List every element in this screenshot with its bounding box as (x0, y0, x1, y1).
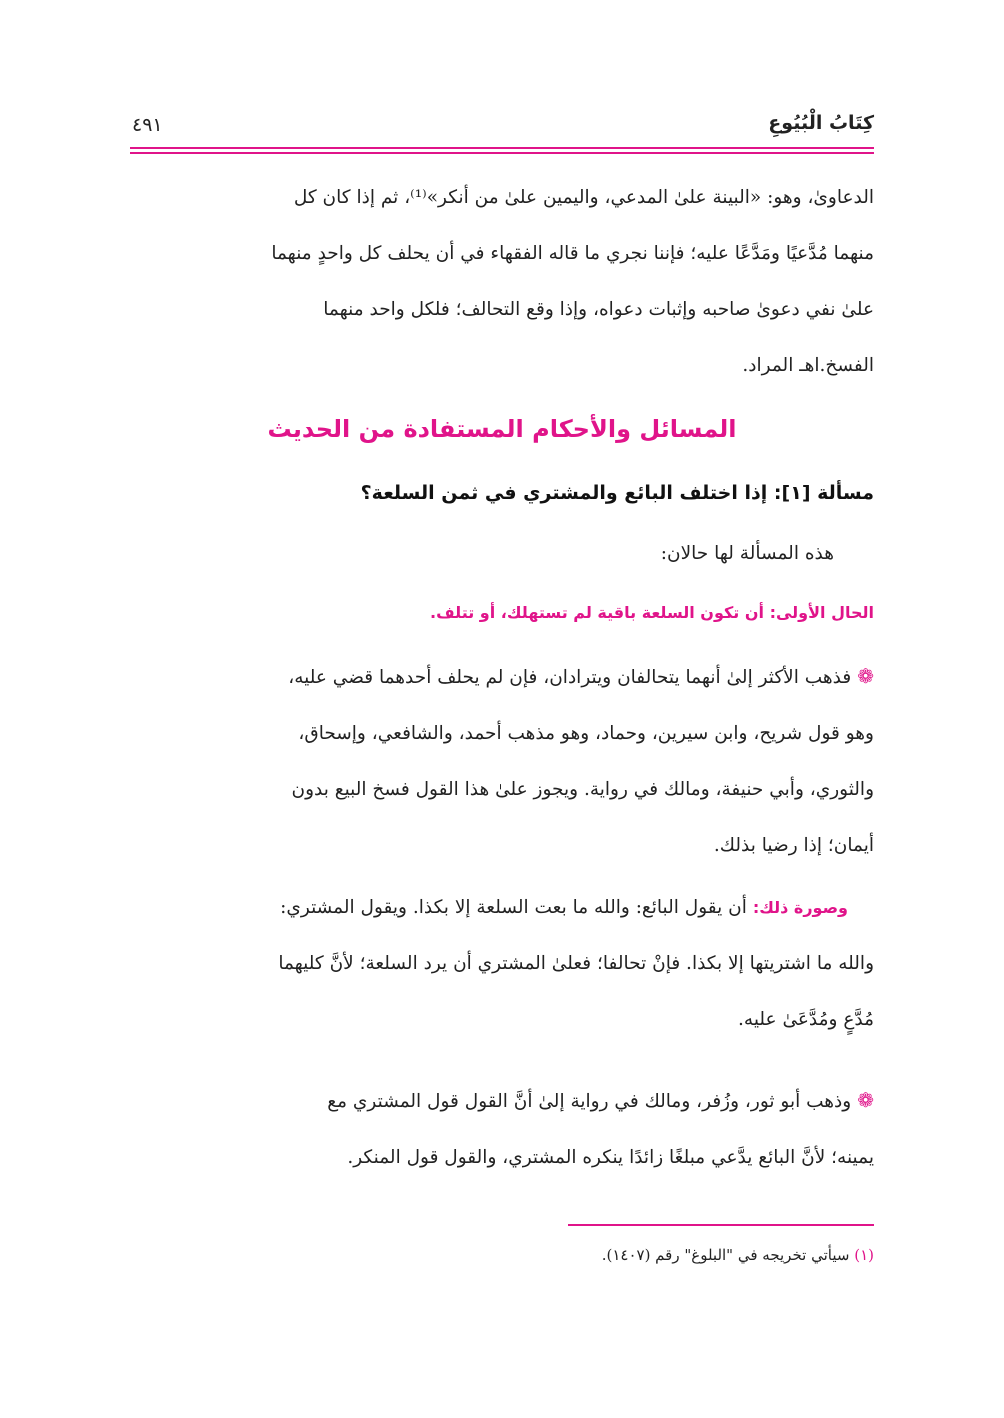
paragraph-2-line: وهو قول شريح، وابن سيرين، وحماد، وهو مذهب أحمد، والشافعي، وإسحاق، (298, 723, 874, 744)
paragraph-4-line-text: وذهب أبو ثور، وزُفر، ومالك في رواية إلىٰ أنَّ القول قول المشتري مع (327, 1091, 852, 1112)
paragraph-3-line-text: أن يقول البائع: والله ما بعت السلعة إلا بكذا. ويقول المشتري: (280, 897, 747, 918)
flower-ornament-icon: ❁ (857, 664, 874, 688)
question-title (130, 482, 874, 504)
question-text: إذا اختلف البائع والمشتري في ثمن السلعة؟ (360, 482, 768, 504)
header-rule-thin (130, 152, 874, 154)
paragraph-4-line: يمينه؛ لأنَّ البائع يدَّعي مبلغًا زائدًا ينكره المشتري، والقول قول المنكر. (347, 1147, 874, 1168)
paragraph-1 (130, 170, 874, 394)
page-number: ٤٩١ (132, 114, 163, 136)
paragraph-3 (130, 880, 874, 1048)
intro-line (130, 526, 874, 582)
paragraph-2-line: والثوري، وأبي حنيفة، ومالك في رواية. ويجوز علىٰ هذا القول فسخ البيع بدون (291, 779, 874, 800)
paragraph-1-line: منهما مُدَّعيًا ومَدَّعًا عليه؛ فإننا نجري ما قاله الفقهاء في أن يحلف كل واحدٍ منهما (271, 243, 874, 264)
section-heading: المسائل والأحكام المستفادة من الحديث (267, 415, 737, 443)
example-label: وصورة ذلك: (752, 898, 848, 917)
paragraph-4 (130, 1072, 874, 1186)
intro-line-text: هذه المسألة لها حالان: (660, 543, 834, 564)
paragraph-3-line (130, 880, 874, 936)
flower-ornament-icon: ❁ (857, 1088, 874, 1112)
paragraph-4-line (130, 1072, 874, 1130)
paragraph-2-line-text: فذهب الأكثر إلىٰ أنهما يتحالفان ويترادان، فإن لم يحلف أحدهما قضي عليه، (288, 667, 852, 688)
paragraph-3-line: والله ما اشتريتها إلا بكذا. فإنْ تحالفا؛ فعلىٰ المشتري أن يرد السلعة؛ لأنَّ كليهما (278, 953, 874, 974)
paragraph-2-line (130, 648, 874, 706)
paragraph-2 (130, 648, 874, 874)
header-rule (130, 147, 874, 149)
paragraph-1-line: الدعاوىٰ، وهو: «البينة علىٰ المدعي، واليمين علىٰ من أنكر»⁽¹⁾، ثم إذا كان كل (293, 187, 874, 208)
paragraph-2-line: أيمان؛ إذا رضيا بذلك. (713, 835, 874, 856)
footnote-text: سيأتي تخريجه في "البلوغ" رقم (١٤٠٧). (601, 1246, 850, 1264)
running-header-title: كِتَابُ الْبُيُوعِ (768, 112, 874, 134)
footnote (130, 1246, 874, 1264)
paragraph-1-line: علىٰ نفي دعوىٰ صاحبه وإثبات دعواه، وإذا وقع التحالف؛ فلكل واحد منهما (323, 299, 874, 320)
footnote-rule (568, 1224, 874, 1226)
question-label: مسألة [١]: (773, 482, 874, 504)
case-1-heading: الحال الأولى: أن تكون السلعة باقية لم تستهلك، أو تتلف. (430, 603, 874, 622)
paragraph-1-line: الفسخ.اهـ المراد. (742, 355, 874, 376)
footnote-marker: (١) (854, 1246, 874, 1264)
paragraph-3-line: مُدَّعٍ ومُدَّعَىٰ عليه. (738, 1009, 874, 1030)
